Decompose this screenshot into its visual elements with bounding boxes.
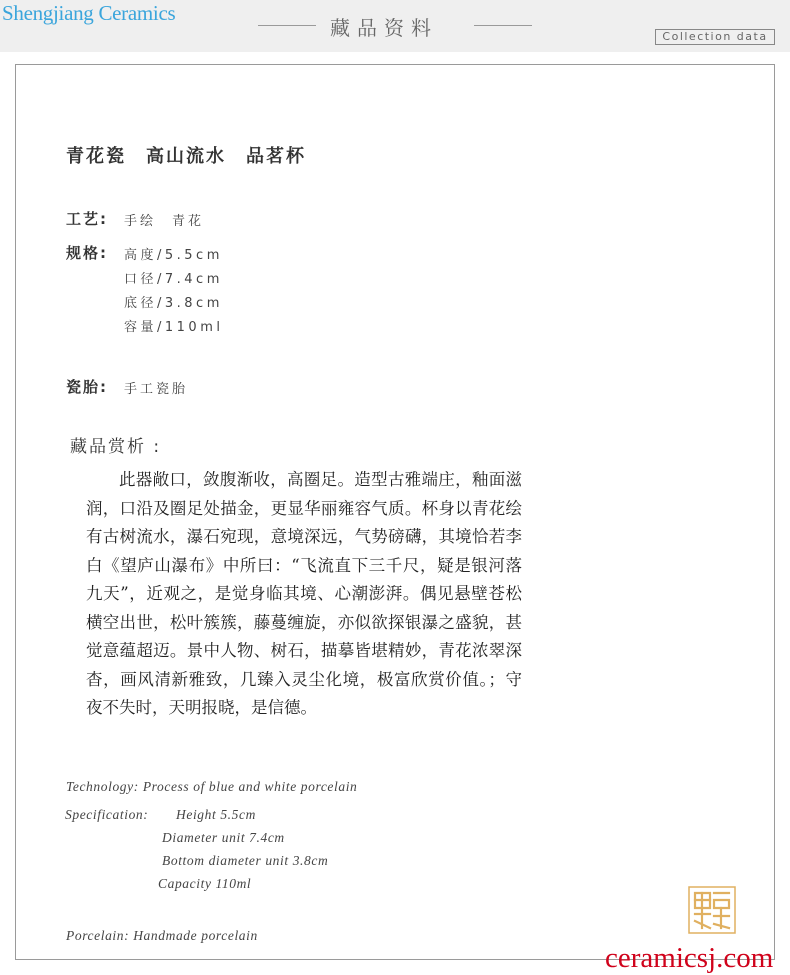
body-label: 瓷胎: [66, 378, 109, 396]
craft-value: 手绘 青花 [124, 214, 205, 229]
site-watermark: ceramicsj.com [605, 942, 774, 974]
en-spec-label: Specification: [65, 807, 149, 822]
header-bar [0, 0, 790, 52]
spec-label: 规格: [66, 244, 109, 262]
spec-height: 高度/5.5cm [124, 248, 223, 263]
spec-capacity: 容量/110ml [124, 320, 224, 335]
spec-bottom-diameter: 底径/3.8cm [124, 296, 223, 311]
en-spec-bottom: Bottom diameter unit 3.8cm [162, 853, 329, 868]
header-divider-left [258, 25, 316, 26]
en-porcelain: Porcelain: Handmade porcelain [66, 928, 258, 943]
spec-diameter: 口径/7.4cm [124, 272, 223, 287]
en-spec-height: Height 5.5cm [176, 807, 256, 822]
header-divider-right [474, 25, 532, 26]
page-title: 藏品资料 [330, 16, 438, 40]
en-technology: Technology: Process of blue and white porcelain [66, 779, 358, 794]
collection-data-badge: Collection data [655, 29, 775, 45]
brand-logo[interactable]: Shengjiang Ceramics [2, 1, 176, 25]
seal-stamp-icon [686, 884, 738, 936]
body-value: 手工瓷胎 [124, 382, 189, 397]
craft-label: 工艺: [66, 210, 109, 228]
en-spec-diameter: Diameter unit 7.4cm [162, 830, 285, 845]
appreciation-title: 藏品赏析 : [70, 437, 162, 457]
product-title: 青花瓷 高山流水 品茗杯 [66, 146, 306, 167]
en-spec-capacity: Capacity 110ml [158, 876, 252, 891]
appreciation-text: 此器敞口，敛腹渐收，高圈足。造型古雅端庄，釉面滋润，口沿及圈足处描金，更显华丽雍容气质。杯身以青花绘有古树流水，瀑石宛现，意境深远，气势磅礴，其境恰若李白《望庐山瀑布》中所曰：“飞流直下三千尺，疑是银河落九天”，近观之，是觉身临其境、心潮澎湃。偶见悬壁苍松横空出世，松叶簇簇，藤蔓缠旋，亦似欲探银瀑之盛貌，甚觉意蕴超迈。景中人物、树石，描摹皆堪精妙，青花浓翠深杳，画风清新雅致，几臻入灵尘化境，极富欣赏价值。；守夜不失时，天明报晓，是信德。 [86, 470, 522, 717]
